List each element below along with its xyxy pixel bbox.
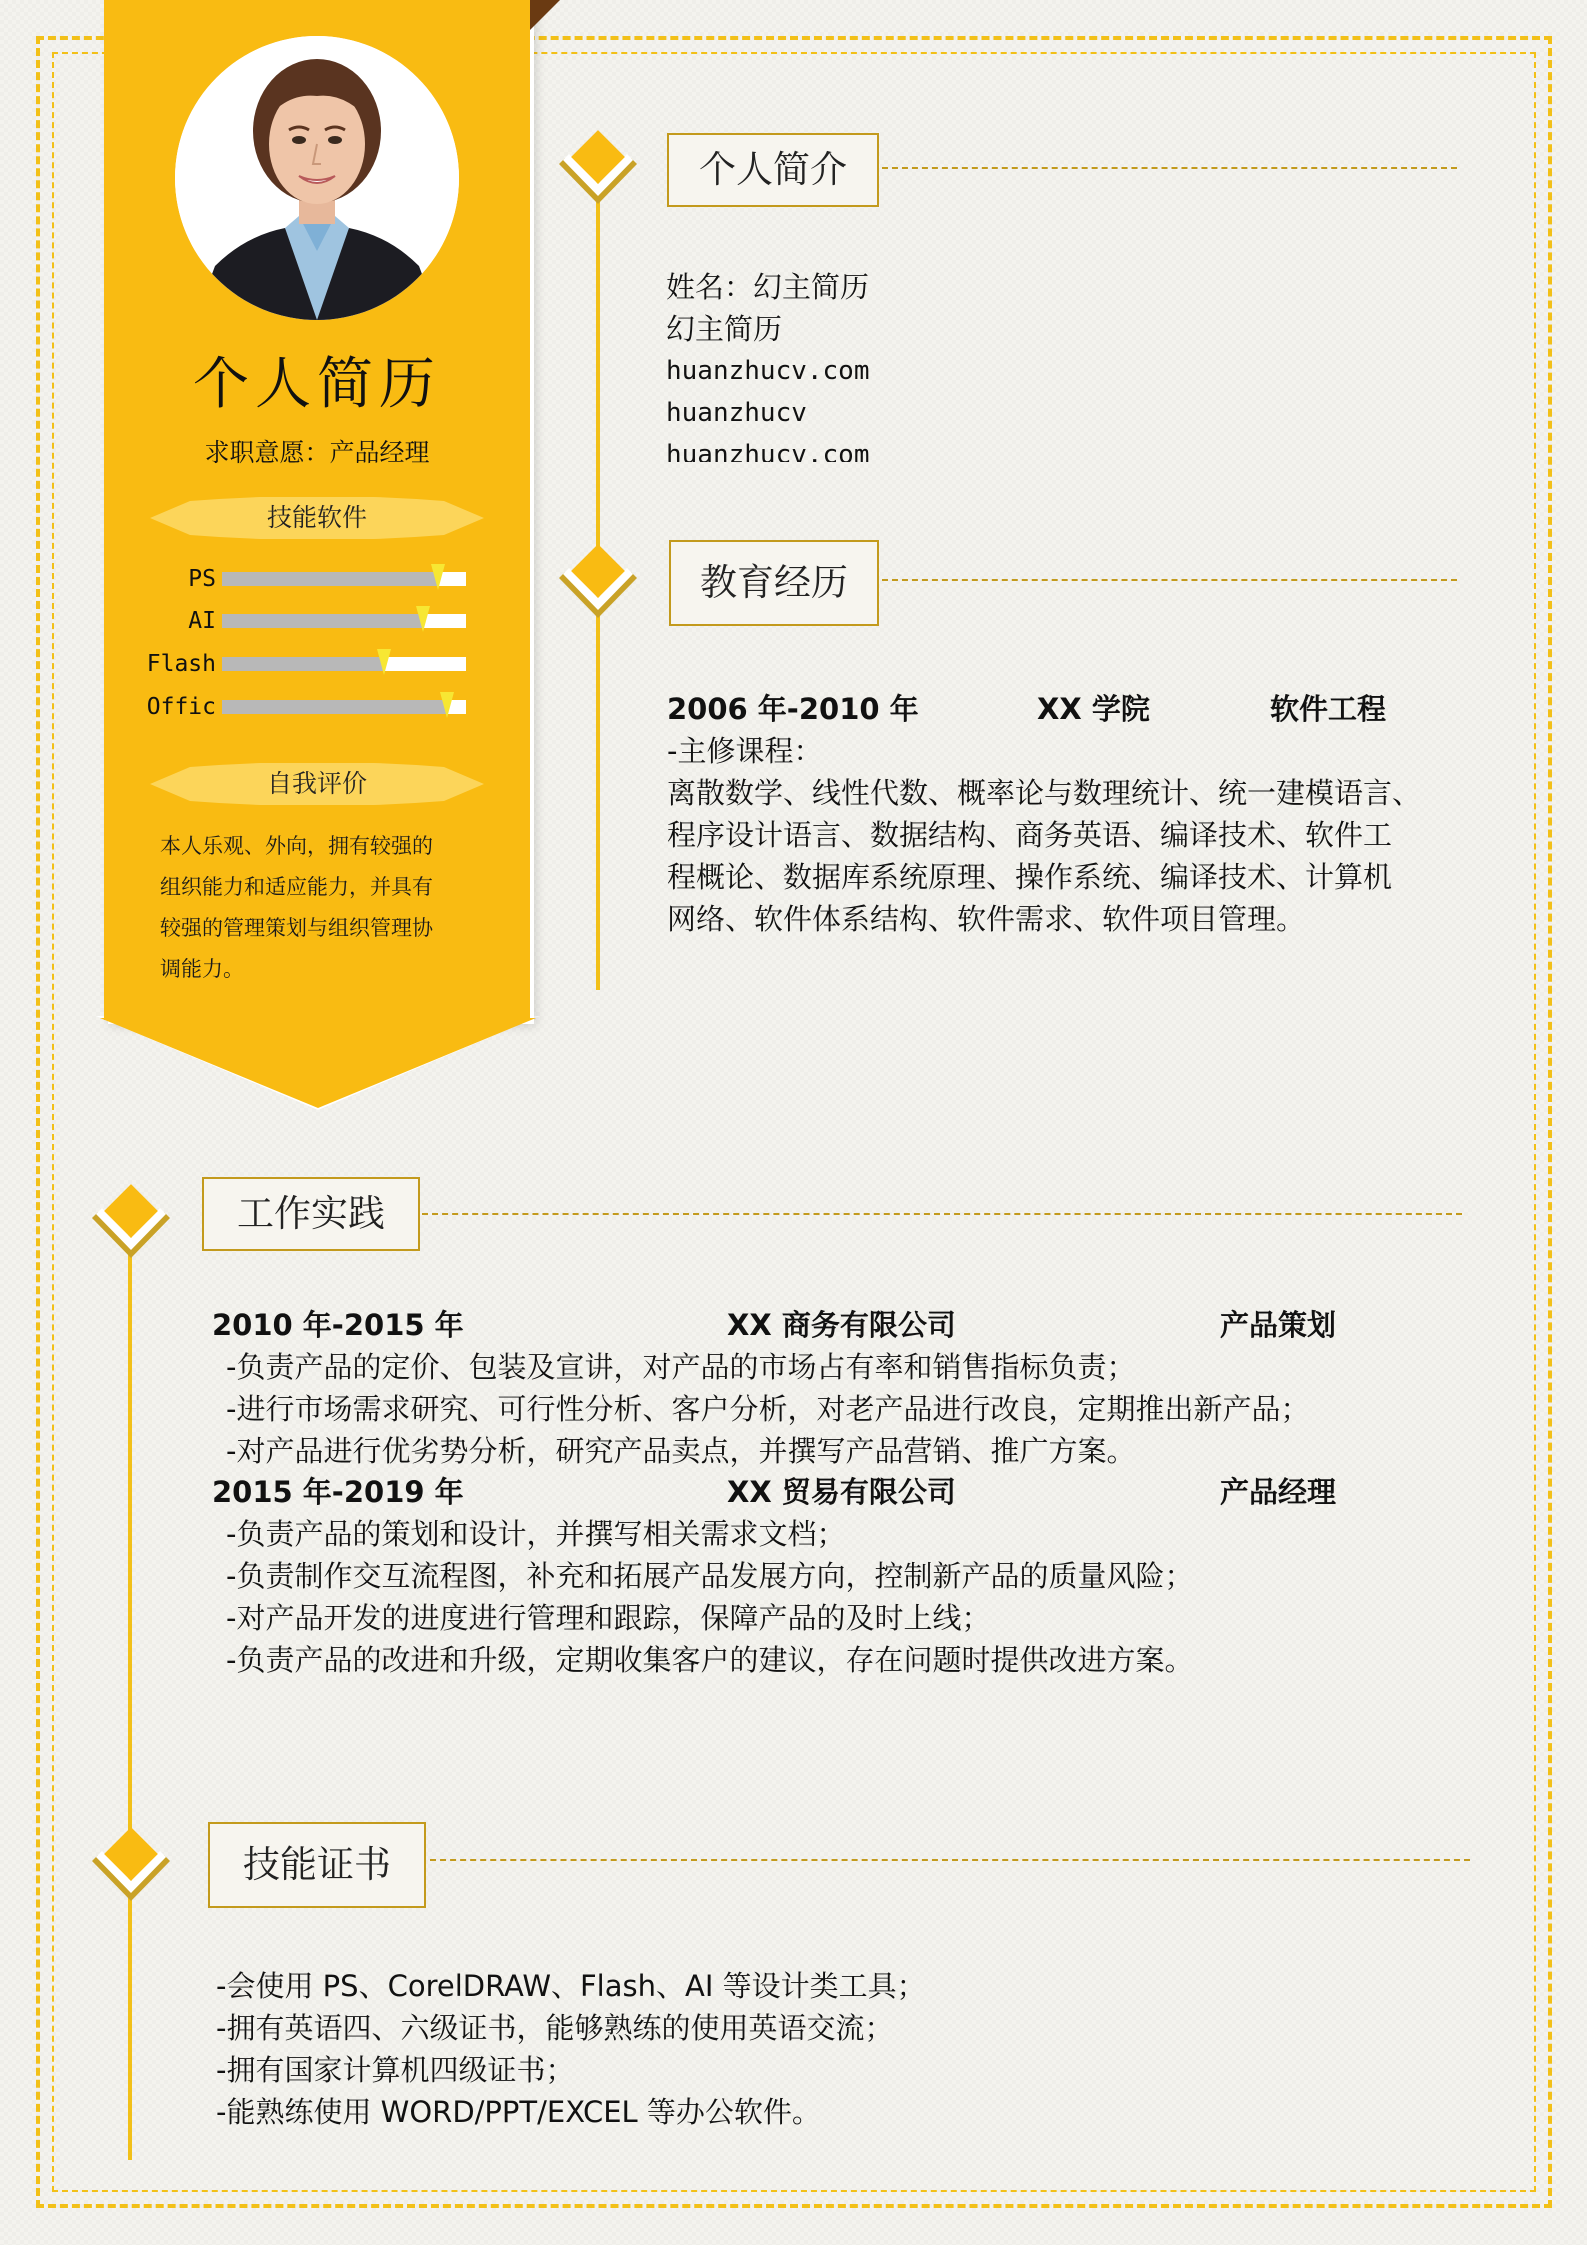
edu-course-line: 程概论、数据库系统原理、操作系统、编译技术、计算机 <box>667 860 1393 894</box>
section-header-education: 教育经历 <box>669 540 879 626</box>
skill-level-marker <box>431 564 445 590</box>
job-period: 2015 年-2019 年 <box>212 1475 464 1509</box>
sidebar-fold <box>530 0 560 30</box>
section-header-profile: 个人简介 <box>667 133 879 207</box>
edu-major: 软件工程 <box>1270 692 1387 726</box>
skill-row <box>130 694 470 720</box>
self-eval-line: 较强的管理策划与组织管理协 <box>160 916 433 940</box>
skill-row <box>130 566 470 592</box>
job-period: 2010 年-2015 年 <box>212 1308 464 1342</box>
skill-name: AI <box>188 608 216 634</box>
header-dash-line <box>882 579 1457 581</box>
job-duty: -负责产品的改进和升级，定期收集客户的建议，存在问题时提供改进方案。 <box>226 1643 1194 1677</box>
avatar <box>175 36 459 320</box>
job-intent: 求职意愿：产品经理 <box>204 438 430 467</box>
profile-line: huanzhucv.com <box>666 440 870 462</box>
job-duty: -负责产品的策划和设计，并撰写相关需求文档； <box>226 1517 846 1551</box>
job-duty: -负责制作交互流程图，补充和拓展产品发展方向，控制新产品的质量风险； <box>226 1559 1194 1593</box>
cert-line: -拥有国家计算机四级证书； <box>216 2053 575 2087</box>
edu-courses-label: -主修课程： <box>667 734 823 768</box>
edu-course-line: 程序设计语言、数据结构、商务英语、编译技术、软件工 <box>667 818 1393 852</box>
edu-course-line: 离散数学、线性代数、概率论与数理统计、统一建模语言、 <box>667 776 1422 810</box>
diamond-icon <box>555 540 641 630</box>
cert-line: -会使用 PS、CorelDRAW、Flash、AI 等设计类工具； <box>216 1969 926 2003</box>
skill-level-marker <box>377 649 391 675</box>
skill-row <box>130 651 470 677</box>
portrait-image <box>175 36 459 320</box>
skill-bar-track <box>222 614 466 628</box>
skill-name: PS <box>188 566 216 592</box>
cert-line: -拥有英语四、六级证书，能够熟练的使用英语交流； <box>216 2011 894 2045</box>
job-company: XX 贸易有限公司 <box>727 1475 956 1509</box>
self-eval-ribbon <box>150 763 484 805</box>
job-duty: -进行市场需求研究、可行性分析、客户分析，对老产品进行改良，定期推出新产品； <box>226 1392 1310 1426</box>
job-duty: -负责产品的定价、包装及宣讲，对产品的市场占有率和销售指标负责； <box>226 1350 1136 1384</box>
self-eval-line: 组织能力和适应能力，并具有 <box>160 875 433 899</box>
skill-level-marker <box>440 692 454 718</box>
diamond-icon <box>555 126 641 216</box>
edu-course-line: 网络、软件体系结构、软件需求、软件项目管理。 <box>667 902 1306 936</box>
resume-title: 个人简历 <box>193 352 441 417</box>
skill-bar-fill <box>222 700 446 714</box>
diamond-icon <box>88 1180 174 1270</box>
profile-block <box>666 266 1366 462</box>
self-eval-line: 本人乐观、外向，拥有较强的 <box>160 834 433 858</box>
profile-line: 姓名：幻主简历 <box>666 270 870 304</box>
job-company: XX 商务有限公司 <box>727 1308 956 1342</box>
edu-school: XX 学院 <box>1037 692 1150 726</box>
job-duty: -对产品开发的进度进行管理和跟踪，保障产品的及时上线； <box>226 1601 991 1635</box>
profile-line: huanzhucv <box>666 398 807 428</box>
skill-bar-fill <box>222 614 422 628</box>
job-role: 产品策划 <box>1220 1308 1337 1342</box>
section-header-certs: 技能证书 <box>208 1822 426 1908</box>
diamond-icon <box>88 1823 174 1913</box>
skill-name: Flash <box>146 651 216 677</box>
skill-bar-fill <box>222 657 383 671</box>
profile-line: 幻主简历 <box>666 312 783 346</box>
skill-level-marker <box>416 606 430 632</box>
self-eval-line: 调能力。 <box>160 957 244 981</box>
skill-row <box>130 608 470 634</box>
header-dash-line <box>422 1213 1462 1215</box>
self-eval-text <box>160 826 490 990</box>
skill-bar-track <box>222 657 466 671</box>
skill-bar-fill <box>222 572 437 586</box>
job-role: 产品经理 <box>1220 1475 1337 1509</box>
self-eval-heading: 自我评价 <box>266 769 367 798</box>
skill-bar-track <box>222 572 466 586</box>
job-duty: -对产品进行优劣势分析，研究产品卖点，并撰写产品营销、推广方案。 <box>226 1434 1136 1468</box>
skills-ribbon <box>150 497 484 539</box>
skills-heading: 技能软件 <box>266 503 367 532</box>
cert-line: -能熟练使用 WORD/PPT/EXCEL 等办公软件。 <box>216 2095 821 2129</box>
timeline-line-left <box>128 1230 132 2160</box>
edu-period: 2006 年-2010 年 <box>667 692 919 726</box>
section-header-work: 工作实践 <box>202 1177 420 1251</box>
profile-line: huanzhucv.com <box>666 356 870 386</box>
header-dash-line <box>882 167 1457 169</box>
skill-name: Offic <box>146 694 216 720</box>
sidebar-tip <box>100 1018 536 1108</box>
header-dash-line <box>430 1859 1470 1861</box>
skill-bar-track <box>222 700 466 714</box>
